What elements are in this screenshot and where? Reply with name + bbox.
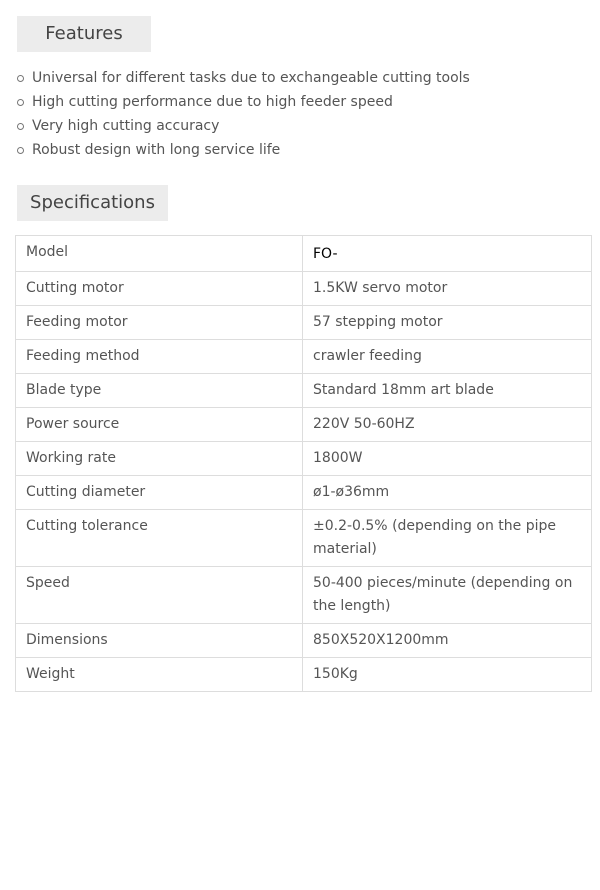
spec-label: Feeding method bbox=[16, 340, 303, 374]
spec-value: crawler feeding bbox=[303, 340, 592, 374]
spec-label: Power source bbox=[16, 408, 303, 442]
spec-label: Speed bbox=[16, 567, 303, 624]
table-row bbox=[16, 272, 592, 306]
spec-value: 220V 50-60HZ bbox=[303, 408, 592, 442]
feature-item bbox=[17, 66, 470, 90]
model-value: FO- bbox=[313, 246, 338, 262]
table-row bbox=[16, 510, 592, 567]
circle-bullet-icon bbox=[17, 99, 24, 106]
feature-text: High cutting performance due to high feeder speed bbox=[32, 94, 393, 110]
feature-item bbox=[17, 138, 470, 162]
specifications-heading: Specifications bbox=[17, 185, 168, 221]
spec-label: Weight bbox=[16, 658, 303, 692]
table-row bbox=[16, 658, 592, 692]
feature-item bbox=[17, 90, 470, 114]
spec-value: 850X520X1200mm bbox=[303, 624, 592, 658]
circle-bullet-icon bbox=[17, 123, 24, 130]
spec-value: Standard 18mm art blade bbox=[303, 374, 592, 408]
feature-text: Very high cutting accuracy bbox=[32, 118, 220, 134]
spec-value: ±0.2-0.5% (depending on the pipe material) bbox=[303, 510, 592, 567]
table-row bbox=[16, 442, 592, 476]
spec-label: Dimensions bbox=[16, 624, 303, 658]
spec-label: Feeding motor bbox=[16, 306, 303, 340]
spec-value: 1800W bbox=[303, 442, 592, 476]
spec-value: 50-400 pieces/minute (depending on the length) bbox=[303, 567, 592, 624]
spec-label: Model bbox=[16, 236, 303, 272]
spec-label: Cutting tolerance bbox=[16, 510, 303, 567]
spec-label: Cutting diameter bbox=[16, 476, 303, 510]
spec-value: 150Kg bbox=[303, 658, 592, 692]
features-list bbox=[17, 66, 470, 162]
spec-value: 57 stepping motor bbox=[303, 306, 592, 340]
spec-label: Working rate bbox=[16, 442, 303, 476]
features-heading: Features bbox=[17, 16, 151, 52]
spec-label: Cutting motor bbox=[16, 272, 303, 306]
table-row bbox=[16, 306, 592, 340]
circle-bullet-icon bbox=[17, 75, 24, 82]
spec-value: ø1-ø36mm bbox=[303, 476, 592, 510]
table-row bbox=[16, 624, 592, 658]
table-row bbox=[16, 408, 592, 442]
feature-text: Robust design with long service life bbox=[32, 142, 281, 158]
spec-value: 1.5KW servo motor bbox=[303, 272, 592, 306]
table-row bbox=[16, 567, 592, 624]
circle-bullet-icon bbox=[17, 147, 24, 154]
spec-value bbox=[303, 236, 592, 272]
table-row bbox=[16, 374, 592, 408]
feature-text: Universal for different tasks due to exchangeable cutting tools bbox=[32, 70, 470, 86]
specifications-table bbox=[15, 235, 592, 692]
table-row bbox=[16, 340, 592, 374]
feature-item bbox=[17, 114, 470, 138]
table-row bbox=[16, 236, 592, 272]
spec-label: Blade type bbox=[16, 374, 303, 408]
table-row bbox=[16, 476, 592, 510]
